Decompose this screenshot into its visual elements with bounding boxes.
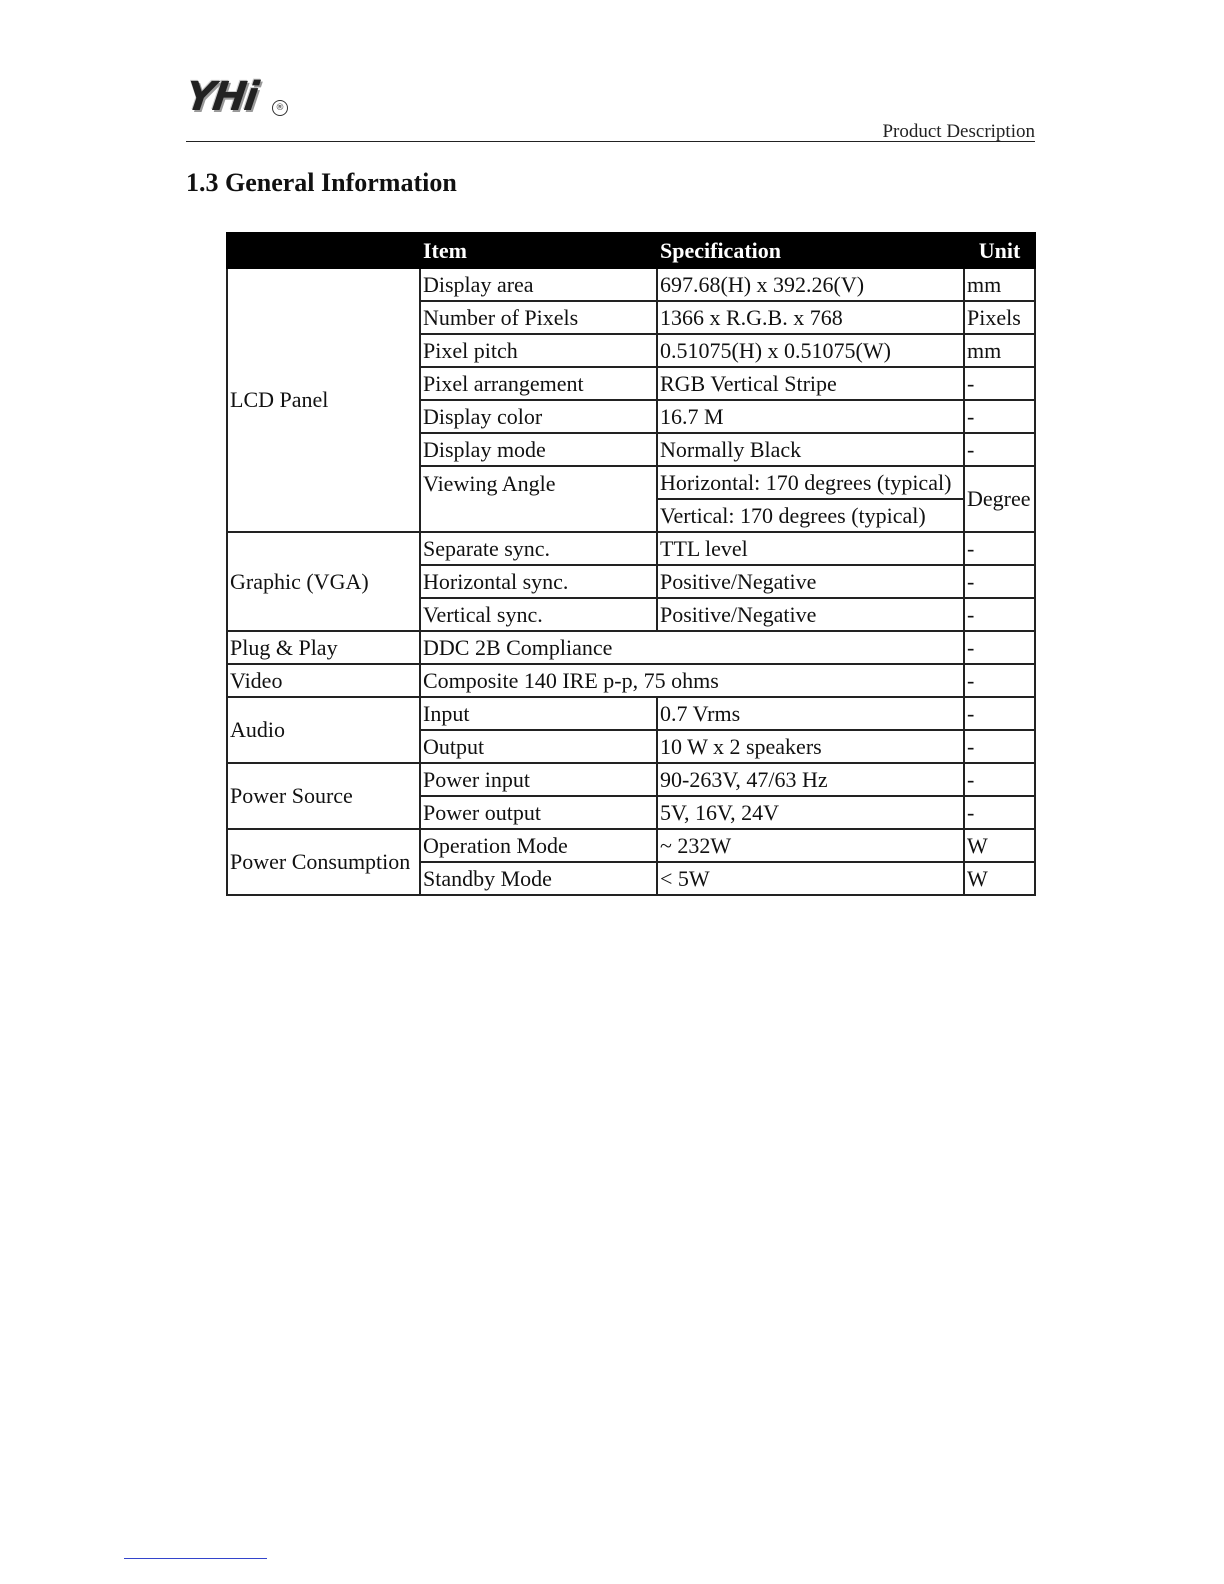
unit-cell: - [964,532,1035,565]
category-cell: LCD Panel [227,268,420,532]
unit-cell: W [964,829,1035,862]
spec-cell: ~ 232W [657,829,964,862]
spec-cell: Horizontal: 170 degrees (typical) [657,466,964,499]
spec-cell: RGB Vertical Stripe [657,367,964,400]
item-cell: Display area [420,268,657,301]
category-cell: Power Consumption [227,829,420,895]
footer-link-underline [124,1558,267,1559]
spec-cell: 16.7 M [657,400,964,433]
item-cell: Horizontal sync. [420,565,657,598]
table-row [227,268,1035,301]
unit-cell: - [964,664,1035,697]
item-cell: Viewing Angle [420,466,657,532]
category-cell: Power Source [227,763,420,829]
item-cell: Pixel arrangement [420,367,657,400]
category-cell: Plug & Play [227,631,420,664]
header-item: Item [420,233,657,268]
logo-text: YHi [182,74,260,120]
spec-cell: 5V, 16V, 24V [657,796,964,829]
unit-cell: - [964,433,1035,466]
table-row [227,664,1035,697]
spec-cell: Positive/Negative [657,565,964,598]
table-row [227,763,1035,796]
spec-cell: 90-263V, 47/63 Hz [657,763,964,796]
item-cell: Power input [420,763,657,796]
spec-cell: Positive/Negative [657,598,964,631]
unit-cell: Degree [964,466,1035,532]
unit-cell: mm [964,268,1035,301]
table-row [227,631,1035,664]
item-cell: Vertical sync. [420,598,657,631]
unit-cell: - [964,730,1035,763]
header-specification: Specification [657,233,964,268]
section-title: 1.3 General Information [186,168,457,197]
category-cell: Video [227,664,420,697]
item-cell: Display mode [420,433,657,466]
table-row [227,697,1035,730]
unit-cell: - [964,796,1035,829]
spec-table [226,232,1036,896]
spec-cell: 10 W x 2 speakers [657,730,964,763]
spec-cell: TTL level [657,532,964,565]
table-header-row [227,233,1035,268]
spec-cell: DDC 2B Compliance [420,631,964,664]
registered-mark-icon: ® [272,100,288,116]
unit-cell: - [964,598,1035,631]
spec-cell: 697.68(H) x 392.26(V) [657,268,964,301]
header-divider [186,141,1035,142]
unit-cell: - [964,631,1035,664]
unit-cell: - [964,367,1035,400]
spec-cell: < 5W [657,862,964,895]
header-unit: Unit [964,233,1035,268]
item-cell: Operation Mode [420,829,657,862]
category-cell: Graphic (VGA) [227,532,420,631]
spec-cell: 0.7 Vrms [657,697,964,730]
item-cell: Power output [420,796,657,829]
category-cell: Audio [227,697,420,763]
table-row [227,829,1035,862]
spec-cell: 0.51075(H) x 0.51075(W) [657,334,964,367]
spec-cell: Vertical: 170 degrees (typical) [657,499,964,532]
item-cell: Number of Pixels [420,301,657,334]
unit-cell: - [964,565,1035,598]
unit-cell: - [964,400,1035,433]
company-logo [182,74,298,124]
item-cell: Standby Mode [420,862,657,895]
table-row [227,532,1035,565]
spec-cell: 1366 x R.G.B. x 768 [657,301,964,334]
spec-cell: Normally Black [657,433,964,466]
item-cell: Separate sync. [420,532,657,565]
unit-cell: - [964,697,1035,730]
header-category [227,233,420,268]
unit-cell: Pixels [964,301,1035,334]
spec-cell: Composite 140 IRE p-p, 75 ohms [420,664,964,697]
item-cell: Output [420,730,657,763]
unit-cell: - [964,763,1035,796]
unit-cell: W [964,862,1035,895]
header-title: Product Description [882,121,1035,142]
item-cell: Pixel pitch [420,334,657,367]
item-cell: Input [420,697,657,730]
unit-cell: mm [964,334,1035,367]
item-cell: Display color [420,400,657,433]
